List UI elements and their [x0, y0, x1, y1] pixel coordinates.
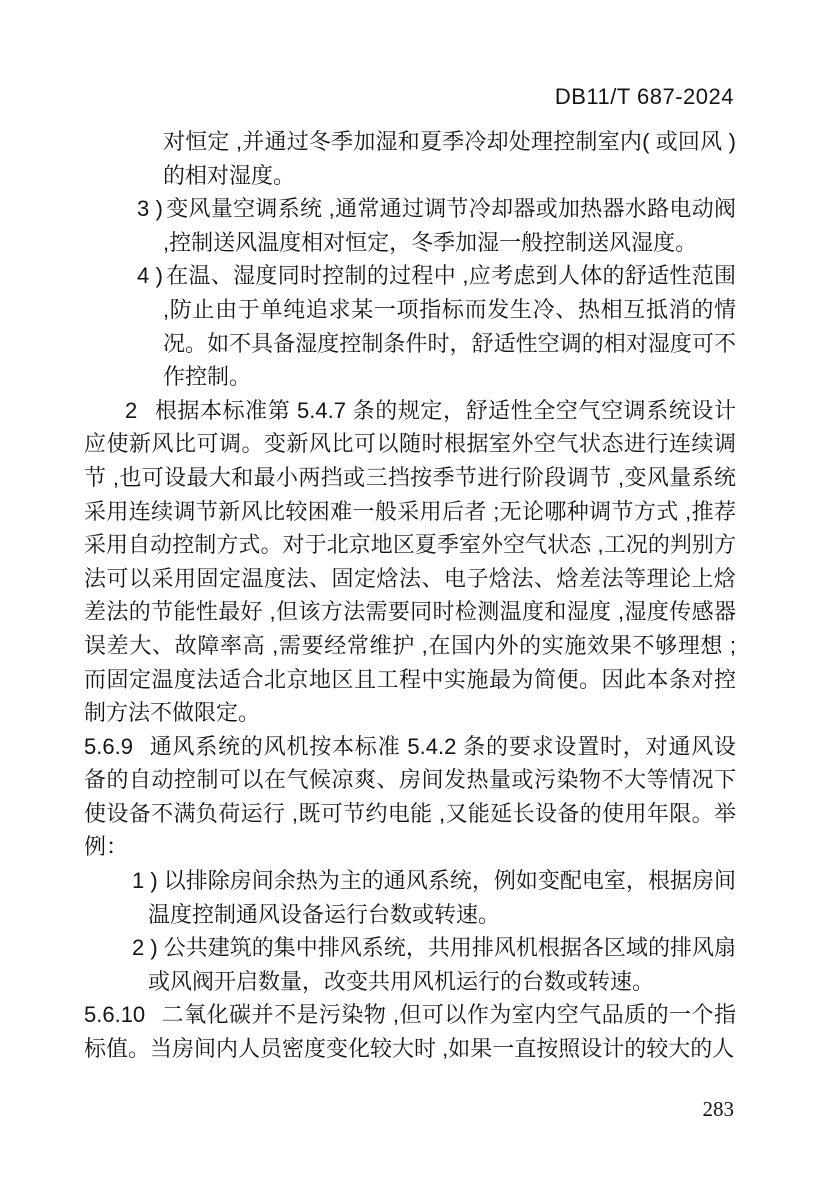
paragraph-text: 公共建筑的集中排风系统，共用排风机根据各区域的排风扇或风阀开启数量，改变共用风机运行的台数或转速。 [148, 935, 736, 994]
paragraph-text: 对恒定 ,并通过冬季加湿和夏季冷却处理控制室内( 或回风 )的相对湿度。 [163, 129, 736, 188]
paragraph-indented [84, 394, 736, 730]
paragraph-text: 二氧化碳并不是污染物 ,但可以作为室内空气品质的一个指标值。当房间内人员密度变化较大时 ,如果一直按照设计的较大的人 [84, 1002, 736, 1062]
paragraph-section [84, 730, 736, 864]
paragraph-text: 变风量空调系统 ,通常通过调节冷却器或加热器水路电动阀 ,控制送风温度相对恒定，冬季加湿一般控制送风湿度。 [163, 196, 736, 255]
paragraph-marker: 2 ) [132, 935, 158, 961]
paragraph-text: 通风系统的风机按本标准 5.4.2 条的要求设置时，对通风设备的自动控制可以在气候凉爽、房间发热量或污染物不大等情况下使设备不满负荷运行 ,既可节约电能 ,又能延长设备的使用年限。举例： [84, 733, 736, 860]
paragraph-section [84, 998, 736, 1065]
paragraph-marker: 4 ) [137, 263, 163, 289]
paragraph-text: 以排除房间余热为主的通风系统，例如变配电室，根据房间温度控制通风设备运行台数或转速。 [148, 868, 736, 927]
paragraph-text: 根据本标准第 5.4.7 条的规定，舒适性全空气空调系统设计应使新风比可调。变新风比可以随时根据室外空气状态进行连续调节 ,也可设最大和最小两挡或三挡按季节进行阶段调节 ,变风量系统采用连续调节新风比较困难一般采用后者 ;无论哪种调节方式 ,推荐采用自动控制方式。对于北京地区夏季室外空气状态 ,工况的判别方法可以采用固定温度法、固定焓法、电子焓法、焓差法等理论上焓差法的节能性最好 ,但该方法需要同时检测温度和湿度 ,湿度传感器误差大、故障率高 ,需要经常维护 ,在国内外的实施效果不够理想 ;而固定温度法适合北京地区且工程中实施最为简便。因此本条对控制方法不做限定。 [84, 397, 736, 726]
paragraph-numbered [137, 259, 736, 393]
paragraph-text: 在温、湿度同时控制的过程中 ,应考虑到人体的舒适性范围 ,防止由于单纯追求某一项指标而发生冷、热相互抵消的情况。如不具备湿度控制条件时，舒适性空调的相对湿度可不作控制。 [163, 263, 736, 390]
paragraph-marker: 5.6.9 [84, 733, 133, 759]
page-number: 283 [702, 1097, 734, 1121]
paragraph-marker: 1 ) [132, 868, 158, 894]
document-code-header: DB11/T 687-2024 [554, 84, 734, 109]
paragraph-marker: 2 [125, 397, 138, 423]
paragraph-numbered2 [132, 931, 736, 998]
paragraph-marker: 5.6.10 [84, 1002, 146, 1028]
paragraph-marker: 3 ) [137, 196, 163, 222]
document-body [84, 125, 736, 1066]
paragraph-continuation [163, 125, 736, 192]
paragraph-numbered2 [132, 864, 736, 931]
paragraph-numbered [137, 192, 736, 259]
